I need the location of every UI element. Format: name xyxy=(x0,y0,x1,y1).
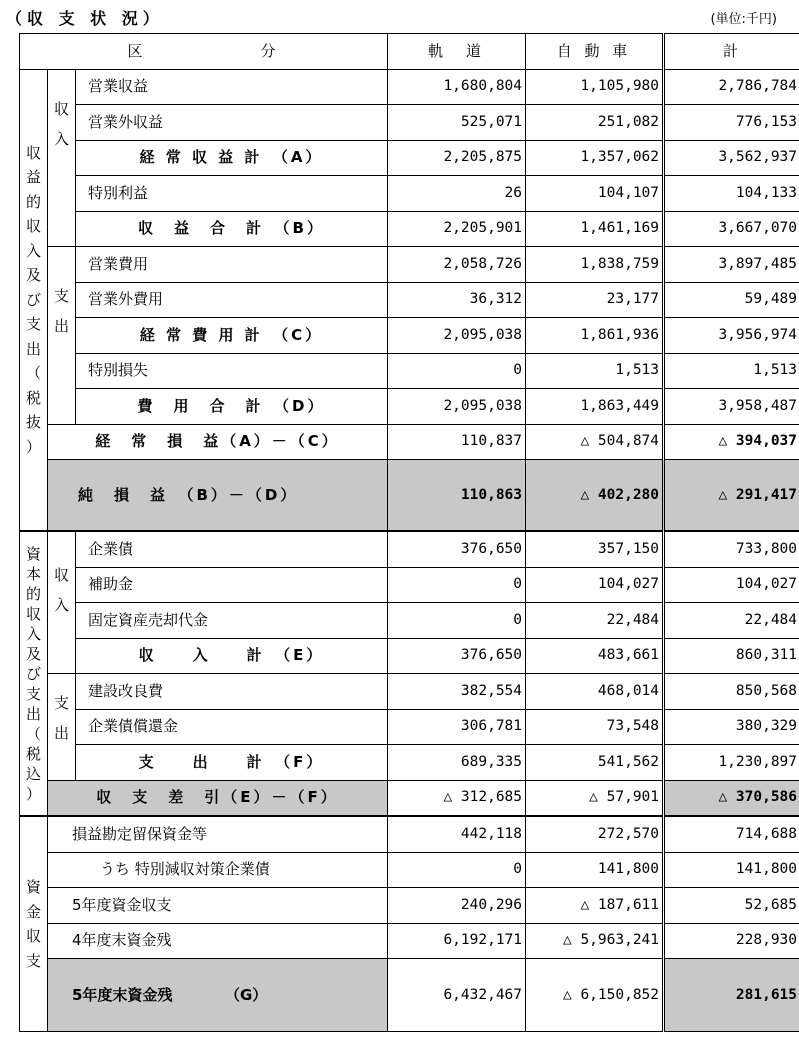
bus-value: △ 5,963,241 xyxy=(526,923,664,959)
rail-value: 6,192,171 xyxy=(388,923,526,959)
rail-value: 689,335 xyxy=(388,745,526,781)
row-label: 建設改良費 xyxy=(76,674,388,710)
subsection-income-label: 収 入 xyxy=(48,531,76,674)
bus-value: 272,570 xyxy=(526,816,664,852)
rail-value: 2,205,875 xyxy=(388,140,526,176)
total-value: 3,897,485 xyxy=(664,247,799,283)
table-row xyxy=(20,816,799,852)
row-label: 5年度末資金残 （G） xyxy=(48,959,388,1032)
table-row xyxy=(20,211,799,247)
total-value: △ 370,586 xyxy=(664,780,799,816)
subsection-income-label: 収 入 xyxy=(48,69,76,247)
rail-value: 36,312 xyxy=(388,282,526,318)
rail-value: 442,118 xyxy=(388,816,526,852)
total-value: 281,615 xyxy=(664,959,799,1032)
rail-value: 0 xyxy=(388,603,526,639)
row-label: 収 入 計 （E） xyxy=(76,638,388,674)
bus-value: 1,513 xyxy=(526,353,664,389)
header-rail: 軌 道 xyxy=(388,34,526,70)
header-total: 計 xyxy=(664,34,799,70)
table-row xyxy=(20,567,799,603)
bus-value: △ 187,611 xyxy=(526,888,664,924)
row-label: 営業外収益 xyxy=(76,105,388,141)
rail-value: 2,095,038 xyxy=(388,318,526,354)
table-row xyxy=(20,923,799,959)
total-value: 3,956,974 xyxy=(664,318,799,354)
row-label: 営業外費用 xyxy=(76,282,388,318)
row-label: 費 用 合 計 （D） xyxy=(76,389,388,425)
row-label: 収 支 差 引（E）－（F） xyxy=(48,780,388,816)
bus-value: 104,027 xyxy=(526,567,664,603)
table-row xyxy=(20,745,799,781)
bus-value: △ 402,280 xyxy=(526,460,664,532)
table-row xyxy=(20,638,799,674)
rail-value: 0 xyxy=(388,852,526,888)
subsection-expense-label: 支 出 xyxy=(48,674,76,781)
total-value: 141,800 xyxy=(664,852,799,888)
total-value: 59,489 xyxy=(664,282,799,318)
rail-value: 376,650 xyxy=(388,531,526,567)
total-value: 1,230,897 xyxy=(664,745,799,781)
bus-value: 251,082 xyxy=(526,105,664,141)
row-label: 純 損 益 （B）－（D） xyxy=(48,460,388,532)
bus-value: 541,562 xyxy=(526,745,664,781)
bus-value: 357,150 xyxy=(526,531,664,567)
total-value: 104,027 xyxy=(664,567,799,603)
bus-value: △ 6,150,852 xyxy=(526,959,664,1032)
table-row xyxy=(20,888,799,924)
total-value: 714,688 xyxy=(664,816,799,852)
total-value: 776,153 xyxy=(664,105,799,141)
total-value: 228,930 xyxy=(664,923,799,959)
bus-value: 141,800 xyxy=(526,852,664,888)
bus-value: 1,863,449 xyxy=(526,389,664,425)
bus-value: 483,661 xyxy=(526,638,664,674)
table-row xyxy=(20,247,799,283)
rail-value: 2,205,901 xyxy=(388,211,526,247)
row-label: うち 特別減収対策企業債 xyxy=(48,852,388,888)
row-label: 補助金 xyxy=(76,567,388,603)
rail-value: 6,432,467 xyxy=(388,959,526,1032)
row-label: 収 益 合 計 （B） xyxy=(76,211,388,247)
total-value: 850,568 xyxy=(664,674,799,710)
table-row xyxy=(20,69,799,105)
table-row xyxy=(20,531,799,567)
rail-value: 2,058,726 xyxy=(388,247,526,283)
row-label: 5年度資金収支 xyxy=(48,888,388,924)
row-label: 企業債償還金 xyxy=(76,709,388,745)
rail-value: 2,095,038 xyxy=(388,389,526,425)
header-category: 区 分 xyxy=(20,34,388,70)
bus-value: 1,357,062 xyxy=(526,140,664,176)
bus-value: 468,014 xyxy=(526,674,664,710)
bus-value: △ 504,874 xyxy=(526,424,664,460)
row-label: 経 常 費 用 計 （C） xyxy=(76,318,388,354)
bus-value: 23,177 xyxy=(526,282,664,318)
rail-value: 0 xyxy=(388,353,526,389)
section-funds-label: 資 金 収 支 xyxy=(20,816,48,1032)
row-label: 営業収益 xyxy=(76,69,388,105)
rail-value: 0 xyxy=(388,567,526,603)
row-label: 固定資産売却代金 xyxy=(76,603,388,639)
table-row xyxy=(20,140,799,176)
bus-value: 1,861,936 xyxy=(526,318,664,354)
header-row xyxy=(20,34,799,70)
rail-value: 26 xyxy=(388,176,526,212)
total-value: 1,513 xyxy=(664,353,799,389)
table-row xyxy=(20,780,799,816)
page-title: （収 支 状 況） xyxy=(6,9,164,28)
rail-value: 110,863 xyxy=(388,460,526,532)
table-row xyxy=(20,353,799,389)
table-row xyxy=(20,282,799,318)
total-value: 104,133 xyxy=(664,176,799,212)
row-label: 支 出 計 （F） xyxy=(76,745,388,781)
bus-value: 22,484 xyxy=(526,603,664,639)
row-label: 企業債 xyxy=(76,531,388,567)
row-label: 特別損失 xyxy=(76,353,388,389)
total-value: 22,484 xyxy=(664,603,799,639)
unit-label: (単位:千円) xyxy=(710,12,777,27)
total-value: 3,667,070 xyxy=(664,211,799,247)
total-value: 3,958,487 xyxy=(664,389,799,425)
header-bus: 自 動 車 xyxy=(526,34,664,70)
subsection-expense-label: 支 出 xyxy=(48,247,76,425)
total-value: 860,311 xyxy=(664,638,799,674)
table-row xyxy=(20,709,799,745)
row-label: 経 常 損 益（A）－（C） xyxy=(48,424,388,460)
bus-value: 1,105,980 xyxy=(526,69,664,105)
bus-value: 73,548 xyxy=(526,709,664,745)
table-row xyxy=(20,674,799,710)
rail-value: 382,554 xyxy=(388,674,526,710)
table-row xyxy=(20,389,799,425)
table-row xyxy=(20,424,799,460)
row-label: 特別利益 xyxy=(76,176,388,212)
bus-value: △ 57,901 xyxy=(526,780,664,816)
table-row xyxy=(20,959,799,1032)
table-row xyxy=(20,460,799,532)
total-value: 733,800 xyxy=(664,531,799,567)
row-label: 営業費用 xyxy=(76,247,388,283)
total-value: 380,329 xyxy=(664,709,799,745)
section-capital-label: 資 本 的 収 入 及 び 支 出 （ 税 込 ） xyxy=(20,531,48,816)
row-label: 損益勘定留保資金等 xyxy=(48,816,388,852)
rail-value: 240,296 xyxy=(388,888,526,924)
table-row xyxy=(20,176,799,212)
table-row xyxy=(20,105,799,141)
rail-value: 110,837 xyxy=(388,424,526,460)
rail-value: 376,650 xyxy=(388,638,526,674)
bus-value: 1,838,759 xyxy=(526,247,664,283)
table-row xyxy=(20,318,799,354)
bus-value: 1,461,169 xyxy=(526,211,664,247)
total-value: 3,562,937 xyxy=(664,140,799,176)
financial-table xyxy=(19,33,799,1032)
rail-value: △ 312,685 xyxy=(388,780,526,816)
total-value: 52,685 xyxy=(664,888,799,924)
section-revenue-label: 収 益 的 収 入 及 び 支 出 （ 税 抜 ） xyxy=(20,69,48,531)
rail-value: 1,680,804 xyxy=(388,69,526,105)
rail-value: 306,781 xyxy=(388,709,526,745)
row-label: 4年度末資金残 xyxy=(48,923,388,959)
total-value: △ 291,417 xyxy=(664,460,799,532)
row-label: 経 常 収 益 計 （A） xyxy=(76,140,388,176)
total-value: △ 394,037 xyxy=(664,424,799,460)
bus-value: 104,107 xyxy=(526,176,664,212)
table-row xyxy=(20,603,799,639)
total-value: 2,786,784 xyxy=(664,69,799,105)
rail-value: 525,071 xyxy=(388,105,526,141)
table-row xyxy=(20,852,799,888)
